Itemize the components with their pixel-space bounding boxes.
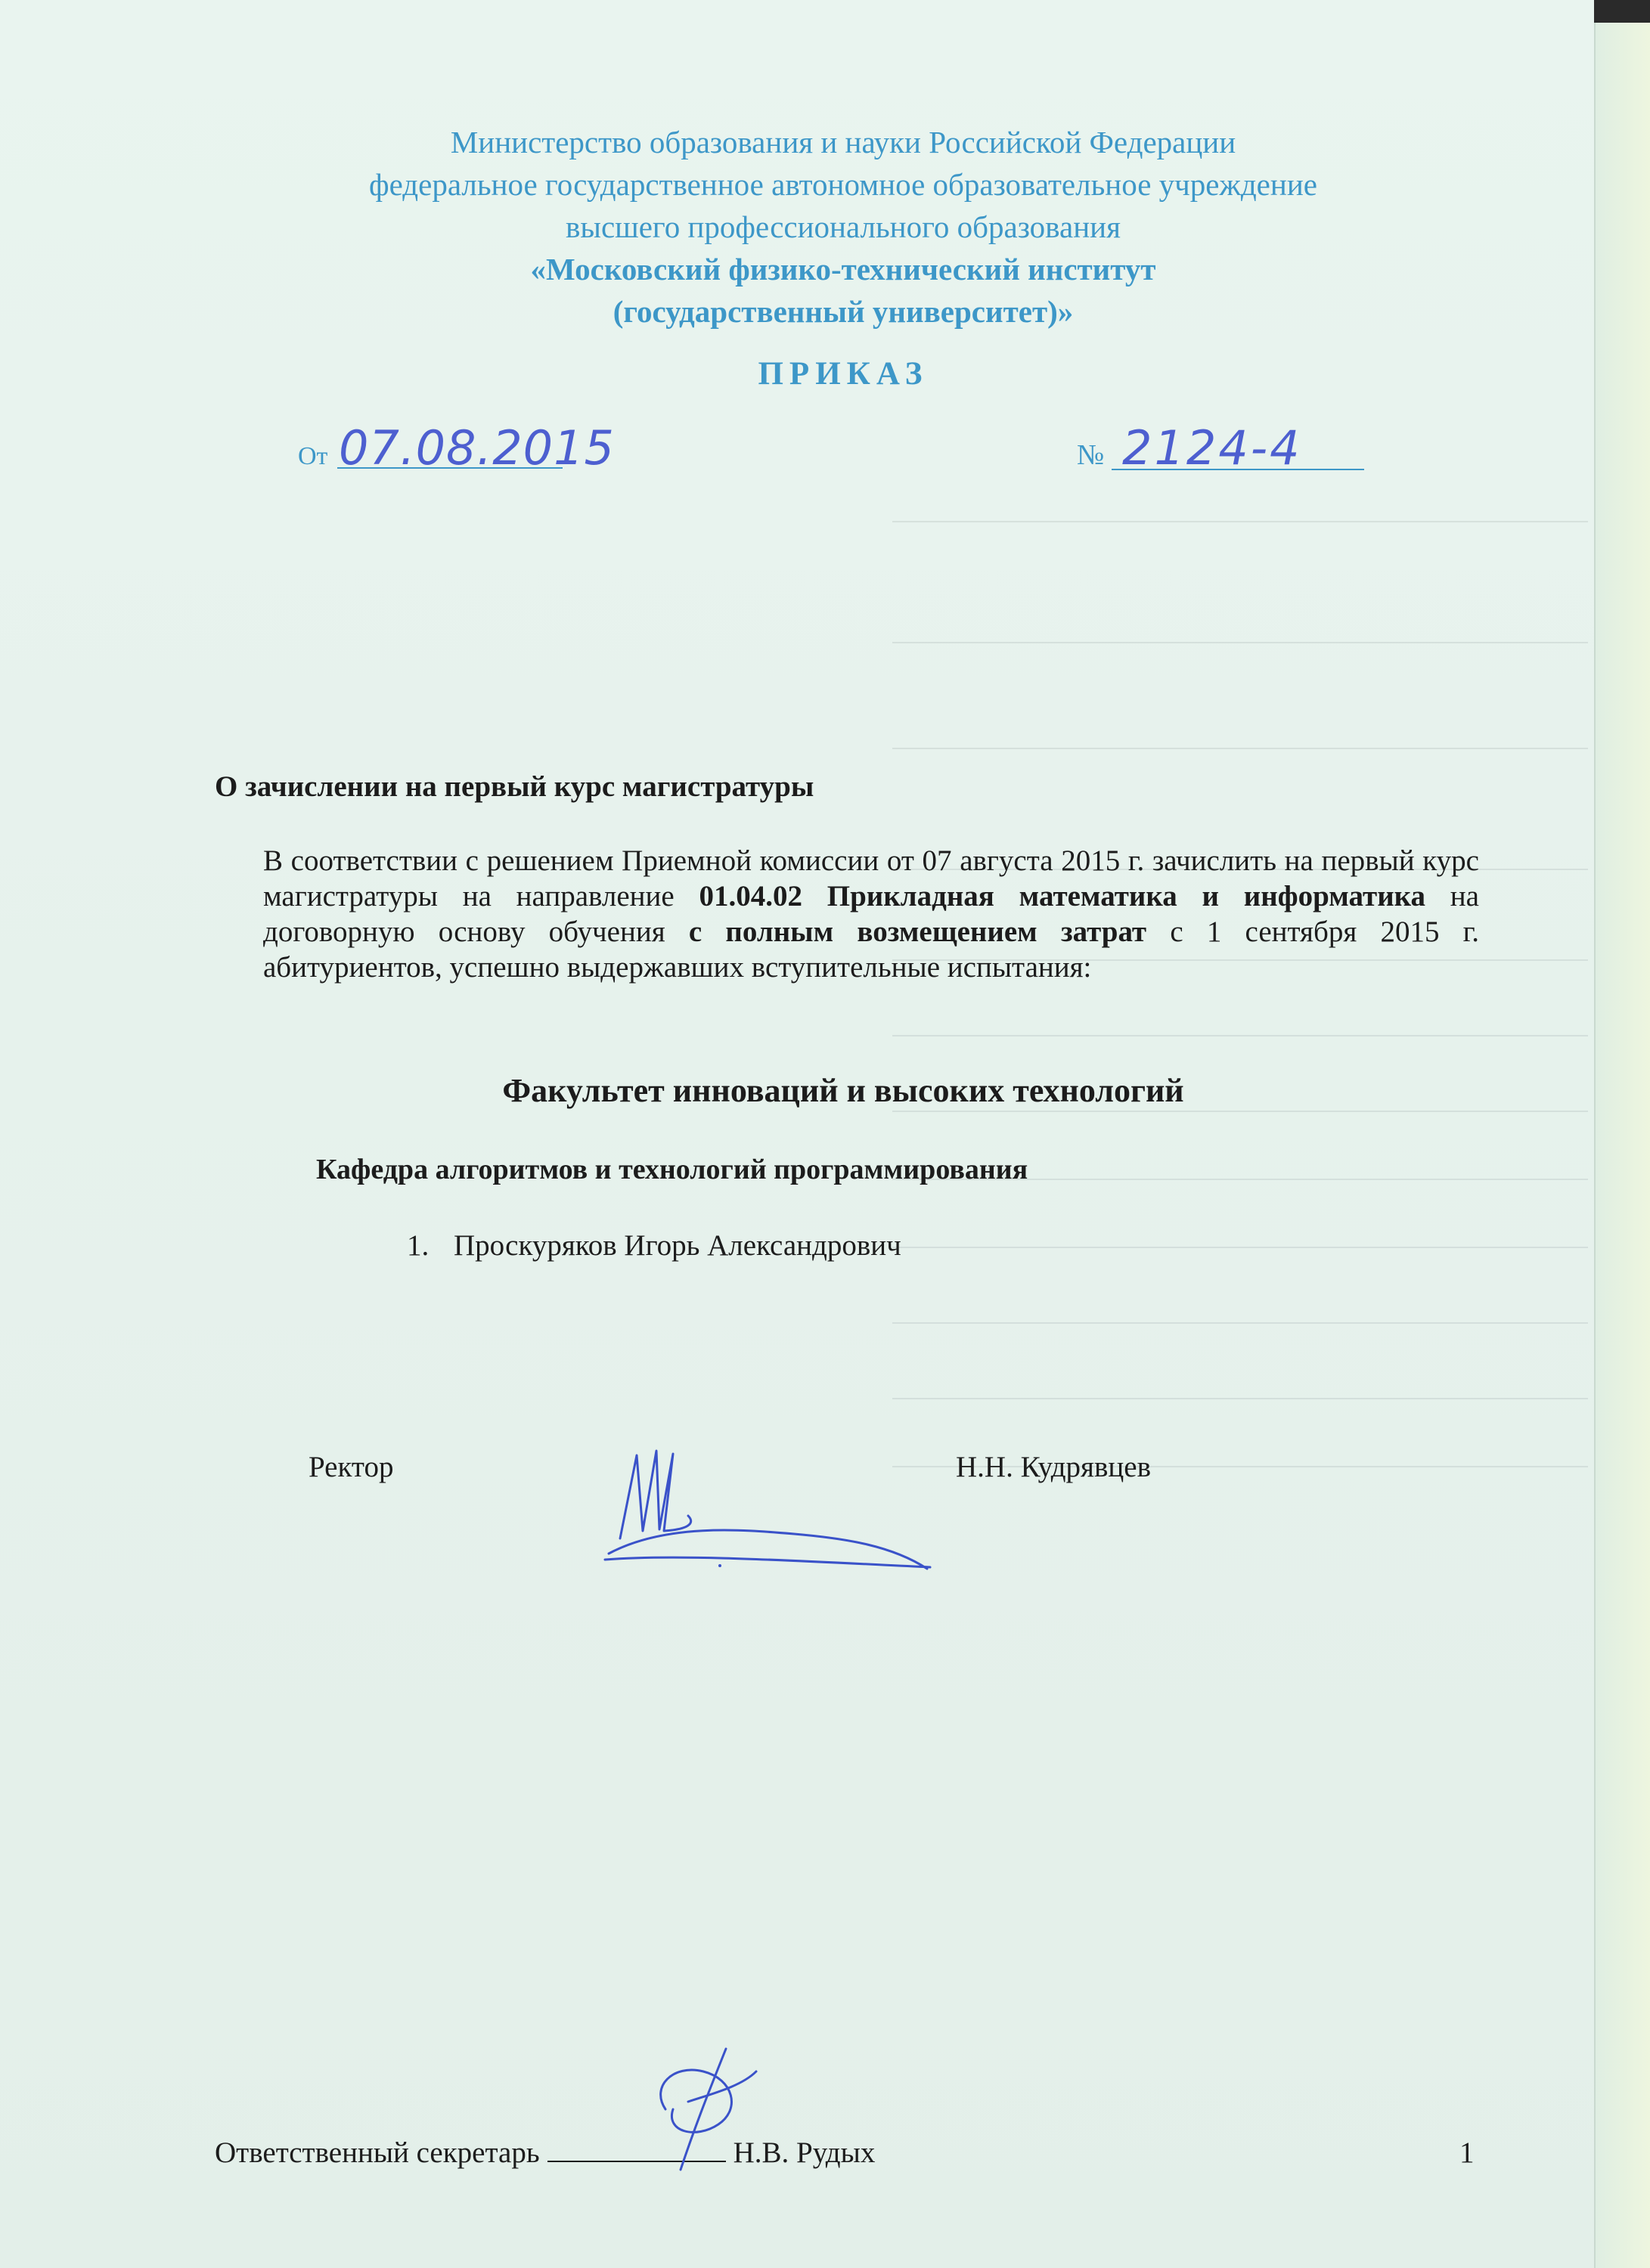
order-subject: О зачислении на первый курс магистратуры (215, 770, 814, 803)
education-level-line: высшего профессионального образования (566, 209, 1121, 244)
secretary-signature-icon (635, 2041, 771, 2177)
rector-title: Ректор (309, 1451, 394, 1483)
institution-header (0, 121, 1650, 333)
rector-signature-icon (575, 1440, 938, 1584)
body-direction: 01.04.02 Прикладная математика и информатика (699, 880, 1426, 912)
order-date-handwritten: 07.08.2015 (339, 420, 615, 476)
body-part-3: с 1 сентября 2015 г. абитуриентов, успешно выдержавших вступительные испытания: (263, 916, 1480, 984)
body-cost-basis: с полным возмещением затрат (688, 916, 1147, 948)
faculty-heading: Факультет инноваций и высоких технологий (502, 1072, 1184, 1109)
order-number-handwritten: 2124-4 (1122, 420, 1302, 476)
institution-type-line: федеральное государственное автономное образовательное учреждение (369, 167, 1317, 202)
rector-name: Н.Н. Кудрявцев (956, 1451, 1151, 1483)
number-label: № (1077, 439, 1105, 471)
secretary-title: Ответственный секретарь (215, 2136, 540, 2169)
ministry-line: Министерство образования и науки Российской Федерации (450, 125, 1236, 160)
institution-name-line: «Московский физико-технический институт (530, 252, 1156, 287)
department-heading: Кафедра алгоритмов и технологий программирования (316, 1154, 1028, 1185)
secretary-line (215, 2136, 875, 2170)
document-title: ПРИКАЗ (758, 356, 929, 392)
body-part-2: на договорную основу обучения (263, 880, 1479, 948)
date-label: От (298, 442, 328, 470)
order-body-paragraph (263, 843, 1479, 985)
student-name: Проскуряков Игорь Александрович (454, 1229, 901, 1262)
secretary-name: Н.В. Рудых (733, 2136, 876, 2169)
institution-status-line: (государственный университет)» (613, 294, 1074, 329)
body-part-1: В соответствии с решением Приемной комиссии от 07 августа 2015 г. зачислить на первый курс магистратуры на направление (263, 844, 1479, 912)
student-list-item (407, 1228, 901, 1263)
bleed-through-lines (870, 491, 1596, 1777)
page-edge-strip (1594, 0, 1650, 2268)
student-number: 1. (407, 1229, 430, 1262)
scan-corner-shadow (1594, 0, 1650, 23)
page-number: 1 (1459, 2136, 1475, 2169)
